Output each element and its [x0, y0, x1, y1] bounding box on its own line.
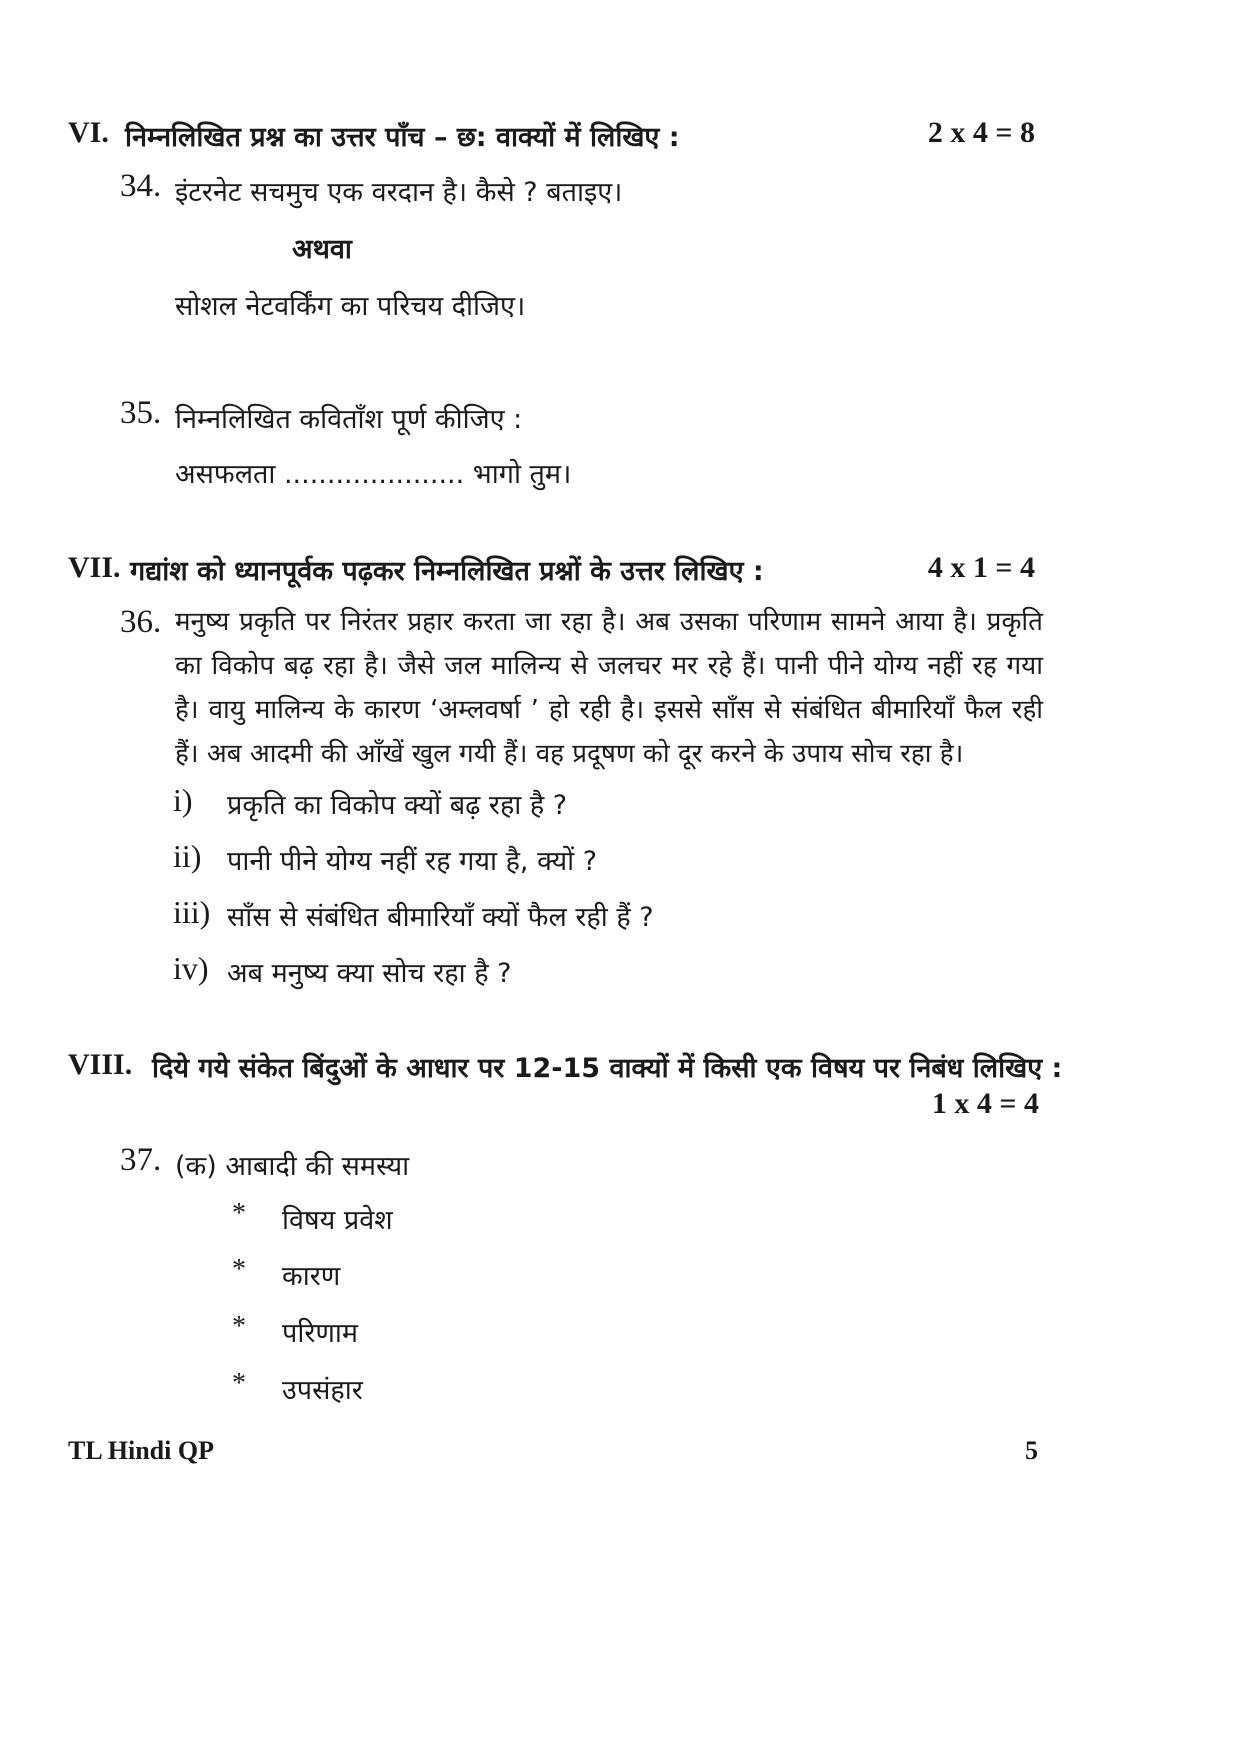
bullet-star: *: [232, 1254, 246, 1285]
section-8-marks: 1 x 4 = 4: [931, 1087, 1039, 1120]
q37-point: परिणाम: [282, 1318, 359, 1349]
section-7-marks: 4 x 1 = 4: [927, 551, 1035, 584]
section-7-number: VII.: [68, 551, 121, 584]
bullet-star: *: [232, 1311, 246, 1342]
section-6-number: VI.: [68, 116, 109, 149]
q36-passage: मनुष्य प्रकृति पर निरंतर प्रहार करता जा रहा है। अब उसका परिणाम सामने आया है। प्रकृति का विकोप बढ़ रहा है। जैसे जल मालिन्य से जलचर मर रहे हैं। पानी पीने योग्य नहीं रह गया है। वायु मालिन्य के कारण ‘अम्लवर्षा ’ हो रही है। इससे साँस से संबंधित बीमारियाँ फैल रही हैं। अब आदमी की आँखें खुल गयी हैं। वह प्रदूषण को दूर करने के उपाय सोच रहा है।: [175, 607, 1043, 769]
q36-sub-question: साँस से संबंधित बीमारियाँ क्यों फैल रही हैं ?: [227, 902, 654, 933]
q36-number: 36.: [120, 604, 162, 640]
q37-point: कारण: [282, 1261, 341, 1292]
q34-number: 34.: [120, 168, 162, 204]
q36-sub-question: अब मनुष्य क्या सोच रहा है ?: [227, 958, 512, 989]
section-8-title: दिये गये संकेत बिंदुओं के आधार पर 12-15 वाक्यों में किसी एक विषय पर निबंध लिखिए :: [152, 1053, 1063, 1084]
q36-sub-label: i): [173, 782, 193, 818]
q35-text: निम्नलिखित कविताँश पूर्ण कीजिए :: [175, 404, 523, 435]
section-6-title: निम्नलिखित प्रश्न का उत्तर पाँच – छ: वाक्यों में लिखिए :: [125, 122, 680, 153]
q36-sub-label: ii): [173, 838, 202, 874]
q36-sub-question: पानी पीने योग्य नहीं रह गया है, क्यों ?: [227, 846, 598, 877]
footer-title: TL Hindi QP: [68, 1436, 214, 1465]
q36-sub-label: iv): [173, 950, 209, 986]
q37-point: उपसंहार: [282, 1375, 363, 1406]
q37-point: विषय प्रवेश: [282, 1205, 393, 1236]
q34-text: इंटरनेट सचमुच एक वरदान है। कैसे ? बताइए।: [175, 177, 623, 208]
q34-alt-text: सोशल नेटवर्किंग का परिचय दीजिए।: [175, 291, 526, 322]
q36-sub-question: प्रकृति का विकोप क्यों बढ़ रहा है ?: [227, 790, 568, 821]
q36-sub-label: iii): [173, 894, 211, 930]
bullet-star: *: [232, 1198, 246, 1229]
q37-title: (क) आबादी की समस्या: [175, 1151, 410, 1182]
q35-number: 35.: [120, 395, 162, 431]
page-number: 5: [1025, 1436, 1038, 1465]
bullet-star: *: [232, 1368, 246, 1399]
q35-poem-line: असफलता ..................... भागो तुम।: [175, 459, 572, 490]
q37-number: 37.: [120, 1142, 162, 1178]
section-8-number: VIII.: [68, 1048, 133, 1081]
section-7-title: गद्यांश को ध्यानपूर्वक पढ़कर निम्नलिखित प्रश्नों के उत्तर लिखिए :: [130, 556, 764, 587]
section-6-marks: 2 x 4 = 8: [927, 116, 1035, 149]
q34-or: अथवा: [292, 234, 352, 265]
